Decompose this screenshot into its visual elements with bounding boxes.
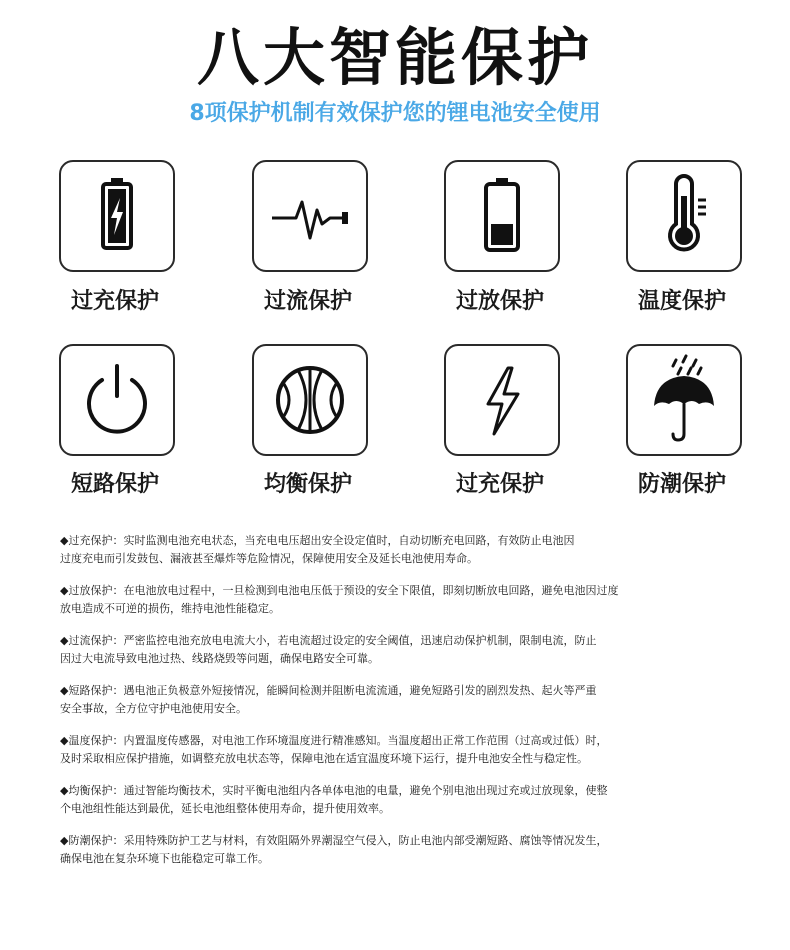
page-subtitle: 8项保护机制有效保护您的锂电池安全使用 [189,101,601,126]
description-line: ◆防潮保护：采用特殊防护工艺与材料，有效阻隔外界潮湿空气侵入，防止电池内部受潮短路、腐蚀等情况发生， [60,834,608,847]
feature-label: 短路保护 [70,472,159,497]
description-line: 放电造成不可逆的损伤，维持电池性能稳定。 [60,602,280,615]
feature-label: 过充保护 [455,472,544,497]
description-line: ◆过充保护：实时监测电池充电状态，当充电电压超出安全设定值时，自动切断充电回路，有效防止电池因 [60,534,575,547]
power-icon [61,346,173,454]
battery-charging-icon [61,162,173,270]
feature-label: 均衡保护 [263,472,352,497]
lightning-icon [446,346,558,454]
page-title: 八大智能保护 [196,21,593,94]
balance-ball-icon [254,346,366,454]
description-line: 因过大电流导致电池过热、线路烧毁等问题，确保电路安全可靠。 [60,652,379,665]
description-line: ◆短路保护：遇电池正负极意外短接情况，能瞬间检测并阻断电流流通，避免短路引发的剧烈发热、起火等严重 [60,684,597,697]
description-line: 过度充电而引发鼓包、漏液甚至爆炸等危险情况，保障使用安全及延长电池使用寿命。 [60,552,478,565]
description-line: 个电池组性能达到最优，延长电池组整体使用寿命，提升使用效率。 [60,802,390,815]
description-line: ◆过放保护：在电池放电过程中，一旦检测到电池电压低于预设的安全下限值，即刻切断放电回路，避免电池因过度 [60,584,619,597]
tile-temperature [626,160,742,272]
description-line: 确保电池在复杂环境下也能稳定可靠工作。 [60,852,269,865]
pulse-wave-icon [254,162,366,270]
tile-overdischarge [444,160,560,272]
feature-label: 过放保护 [455,289,544,314]
tile-overcharge-2 [444,344,560,456]
tile-short-circuit [59,344,175,456]
description-moisture [60,832,765,868]
description-temperature [60,732,765,768]
description-balance [60,782,765,818]
tile-balance [252,344,368,456]
description-overcurrent [60,632,765,668]
description-line: 安全事故，全方位守护电池使用安全。 [60,702,247,715]
description-line: ◆温度保护：内置温度传感器，对电池工作环境温度进行精准感知。当温度超出正常工作范围（过高或过低）时， [60,734,608,747]
feature-label: 过充保护 [70,289,159,314]
umbrella-rain-icon [628,346,740,454]
tile-overcurrent [252,160,368,272]
feature-label: 温度保护 [637,289,726,314]
tile-moisture [626,344,742,456]
battery-low-icon [446,162,558,270]
description-line: 及时采取相应保护措施，如调整充放电状态等，保障电池在适宜温度环境下运行，提升电池安全性与稳定性。 [60,752,588,765]
description-overcharge [60,532,765,568]
description-short-circuit [60,682,765,718]
description-overdischarge [60,582,765,618]
feature-label: 防潮保护 [637,472,726,497]
tile-overcharge [59,160,175,272]
description-line: ◆过流保护：严密监控电池充放电电流大小，若电流超过设定的安全阈值，迅速启动保护机制，限制电流，防止 [60,634,597,647]
description-line: ◆均衡保护：通过智能均衡技术，实时平衡电池组内各单体电池的电量，避免个别电池出现过充或过放现象，使整 [60,784,608,797]
feature-label: 过流保护 [263,289,352,314]
thermometer-icon [628,162,740,270]
